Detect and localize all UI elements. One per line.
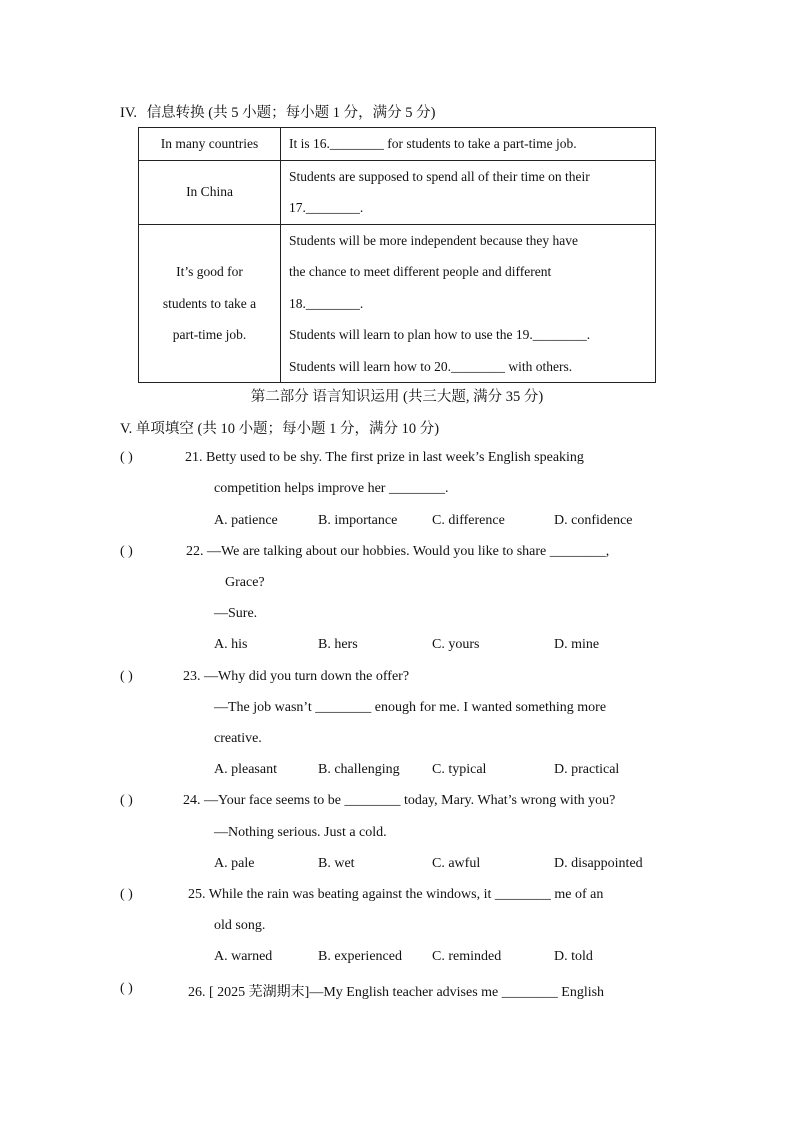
cell-line: part-time job. bbox=[172, 327, 247, 342]
part-two-title: 第二部分 语言知识运用 (共三大题, 满分 35 分) bbox=[250, 389, 544, 405]
question-stem: 23. —Why did you turn down the offer? bbox=[183, 669, 410, 684]
option-c[interactable]: C. awful bbox=[432, 856, 481, 871]
option-d[interactable]: D. practical bbox=[554, 762, 620, 777]
cell-line: the chance to meet different people and different bbox=[289, 264, 552, 279]
option-d[interactable]: D. mine bbox=[554, 637, 600, 652]
cell-line: 18.________. bbox=[289, 295, 364, 311]
question-text-line: Grace? bbox=[225, 575, 265, 590]
cell-line: students to take a bbox=[162, 295, 257, 311]
table-row bbox=[139, 160, 656, 224]
question-stem: 24. —Your face seems to be ________ today, Mary. What’s wrong with you? bbox=[183, 793, 616, 808]
option-a[interactable]: A. pleasant bbox=[214, 762, 277, 777]
table-cell-right bbox=[281, 224, 656, 383]
table-cell-right bbox=[281, 128, 656, 161]
option-a[interactable]: A. warned bbox=[214, 949, 273, 964]
section-iv-title: 信息转换 (共 5 小题；每小题 1 分，满分 5 分) bbox=[146, 105, 436, 121]
info-conversion-table bbox=[138, 127, 656, 383]
question-text-line: competition helps improve her ________. bbox=[214, 481, 449, 496]
option-b[interactable]: B. importance bbox=[318, 513, 398, 528]
option-c[interactable]: C. reminded bbox=[432, 949, 502, 964]
answer-blank[interactable]: ( ) bbox=[120, 669, 133, 684]
cell-line: It is 16.________ for students to take a part-time job. bbox=[289, 136, 577, 151]
table-row bbox=[139, 128, 656, 161]
option-c[interactable]: C. typical bbox=[432, 762, 487, 777]
question-stem: 22. —We are talking about our hobbies. Would you like to share ________, bbox=[186, 544, 610, 559]
answer-blank[interactable]: ( ) bbox=[120, 887, 133, 902]
option-a[interactable]: A. patience bbox=[214, 513, 278, 528]
table-row bbox=[139, 224, 656, 383]
answer-blank[interactable]: ( ) bbox=[120, 450, 133, 465]
cell-line: Students will learn to plan how to use the 19.________. bbox=[289, 327, 591, 342]
cell-line: Students are supposed to spend all of their time on their bbox=[289, 168, 590, 184]
answer-blank[interactable]: ( ) bbox=[120, 981, 133, 996]
section-v-heading bbox=[120, 417, 439, 438]
option-c[interactable]: C. difference bbox=[432, 513, 505, 528]
option-b[interactable]: B. wet bbox=[318, 856, 355, 871]
cell-line: 17.________. bbox=[289, 200, 364, 215]
question-text-line: —Sure. bbox=[214, 606, 258, 621]
answer-blank[interactable]: ( ) bbox=[120, 544, 133, 559]
question-stem: 26. [ 2025 芜湖期末]—My English teacher advises me ________ English bbox=[188, 985, 605, 1000]
cell-line: It’s good for bbox=[176, 264, 243, 279]
option-d[interactable]: D. told bbox=[554, 949, 593, 964]
option-a[interactable]: A. his bbox=[214, 637, 248, 652]
option-a[interactable]: A. pale bbox=[214, 856, 255, 871]
question-text-line: creative. bbox=[214, 731, 262, 746]
table-cell-left bbox=[139, 224, 281, 383]
table-cell-left: In China bbox=[139, 160, 281, 224]
question-stem: 25. While the rain was beating against the windows, it ________ me of an bbox=[188, 887, 604, 902]
option-d[interactable]: D. disappointed bbox=[554, 856, 643, 871]
option-c[interactable]: C. yours bbox=[432, 637, 480, 652]
cell-line: Students will be more independent because they have bbox=[289, 232, 579, 248]
question-text-line: old song. bbox=[214, 918, 266, 933]
section-iv-number: IV. bbox=[120, 105, 138, 121]
option-b[interactable]: B. hers bbox=[318, 637, 358, 652]
section-v-title: 单项填空 (共 10 小题；每小题 1 分，满分 10 分) bbox=[135, 421, 440, 437]
question-stem: 21. Betty used to be shy. The first prize in last week’s English speaking bbox=[185, 450, 584, 465]
answer-blank[interactable]: ( ) bbox=[120, 793, 133, 808]
option-b[interactable]: B. challenging bbox=[318, 762, 400, 777]
question-text-line: —The job wasn’t ________ enough for me. I wanted something more bbox=[214, 700, 607, 715]
table-cell-right bbox=[281, 160, 656, 224]
section-iv-heading bbox=[120, 101, 435, 122]
table-cell-left: In many countries bbox=[139, 128, 281, 161]
option-d[interactable]: D. confidence bbox=[554, 513, 633, 528]
cell-line: Students will learn how to 20.________ with others. bbox=[289, 358, 573, 374]
question-text-line: —Nothing serious. Just a cold. bbox=[214, 825, 387, 840]
option-b[interactable]: B. experienced bbox=[318, 949, 402, 964]
section-v-number: V. bbox=[120, 421, 133, 437]
